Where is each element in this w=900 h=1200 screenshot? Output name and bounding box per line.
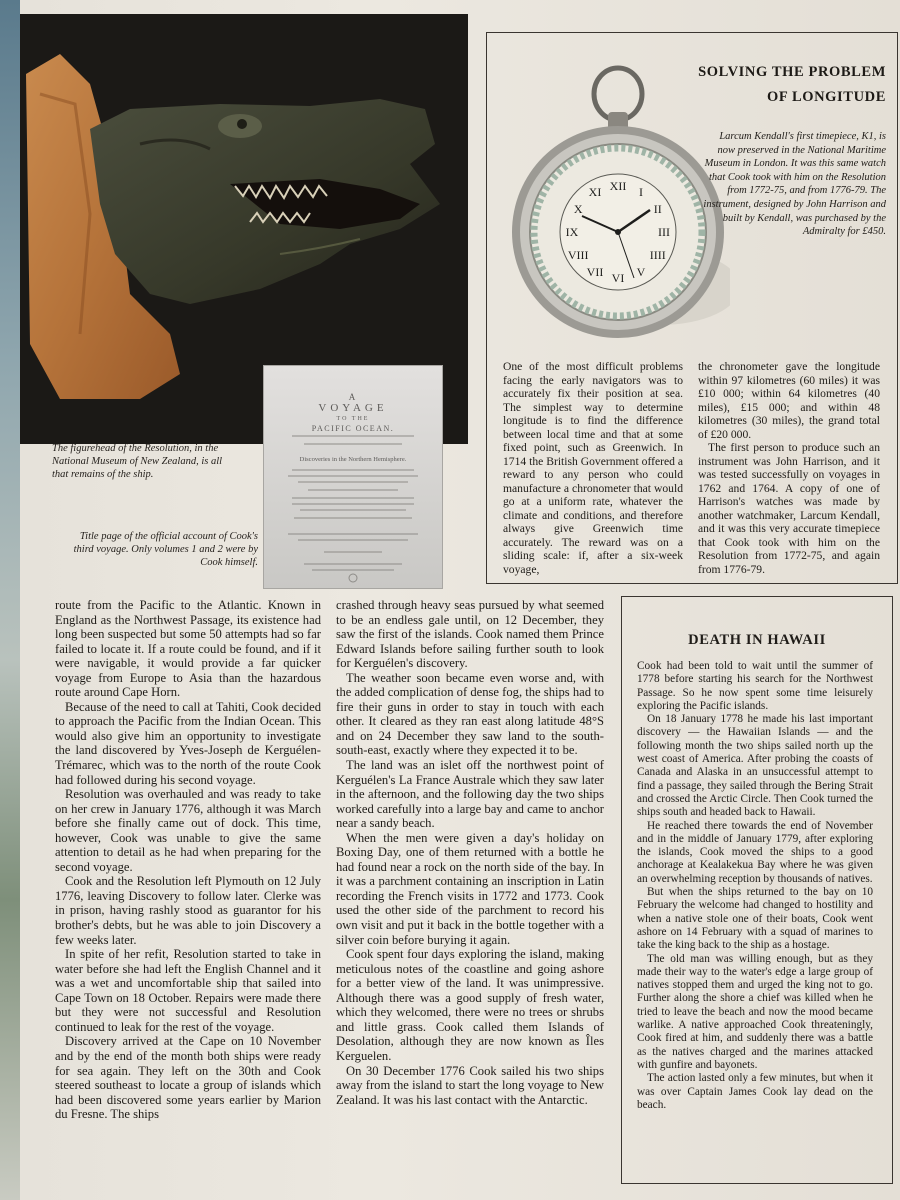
main-column-2 [336,598,604,1107]
death-in-hawaii-title: DEATH IN HAWAII [688,632,826,648]
watch-numeral: VIII [567,248,589,262]
article-paragraph: Because of the need to call at Tahiti, Cook decided to approach the Pacific from the Indian Ocean. This would also give him an opportunity to investigate the land discovered by Yves-Joseph de Kerguélen-Trémarec, which was to the north of the route Cook had followed during his second voyage. [55,699,321,787]
watch-numeral: IX [565,225,579,239]
main-column-1 [55,598,321,1122]
watch-numeral: XII [609,179,627,193]
watch-numeral: II [653,202,662,216]
article-paragraph: Discovery arrived at the Cape on 10 November and by the end of the month both ships were ready for sea again. They left on the 30th and Cook steered southeast to locate a group of islands which had been discovered some years earlier by Marion du Fresne. The ships [55,1034,321,1122]
watch-numeral: X [573,202,583,216]
watch-numeral: V [636,264,646,279]
article-paragraph: Cook and the Resolution left Plymouth on 12 July 1776, leaving Discovery to follow later. Clerke was in prison, having rashly stood as guarantor for his brother's debts, but he was able to join Discovery a few weeks later. [55,874,321,947]
longitude-title-line1: SOLVING THE PROBLEM [698,64,886,80]
longitude-column-2 [698,360,880,576]
article-paragraph: Resolution was overhauled and was ready to take on her crew in January 1776, although it was March before she finally came out of dock. This time, however, Cook was unable to give the same attention to detail as he had when preparing for the second voyage. [55,787,321,874]
title-page-fine-print [264,366,442,588]
death-paragraph: The action lasted only a few minutes, but when it was over Captain James Cook lay dead on the beach. [637,1072,873,1111]
longitude-paragraph: One of the most difficult problems facing the early navigators was to accurately fix their position at sea. The simplest way to determine longitude is to find the difference between local time and that at some fixed point, such as Greenwich. In 1714 the British Government offered a reward to any person who could manufacture a chronometer that would go at a uniform rate, whatever the climate and conditions, and therefore always give Greenwich time accurately. The reward was on a sliding scale: if, after a six-week voyage, [503,360,683,576]
longitude-column-1 [503,360,683,576]
title-page-photo [264,366,442,588]
longitude-paragraph: The first person to produce such an instrument was John Harrison, and it was tested successfully on voyages in 1762 and 1764. A copy of one of Harrison's watches was made by another watchmaker, Larcum Kendall, and it was this very accurate timepiece that Cook took with him on the Resolution from 1772-75, and again from 1776-79. [698,441,880,576]
article-paragraph: In spite of her refit, Resolution started to take in water before she had left the English Channel and it was a wet and uncomfortable ship that sailed into Cape Town on 18 October. Repairs were made there but they were not successful and Resolution continued to leak for the rest of the voyage. [55,947,321,1034]
death-paragraph: But when the ships returned to the bay on 10 February the welcome had changed to hostility and when a native stole one of their boats, Cook went ashore on 14 February with a squad of marines to take the king back to the ship as a hostage. [637,886,873,952]
pocket-watch-image [500,52,730,342]
article-paragraph: When the men were given a day's holiday on Boxing Day, one of them returned with a bottle he had found near a rock on the north side of the bay. In it was a parchment containing an inscription in Latin recording the French visits in 1772 and 1773. Cook used the other side of the parchment to record his own visit and put it back in the bottle together with a silver coin before burying it again. [336,830,604,947]
title-page-pacific: PACIFIC OCEAN. [311,424,395,433]
title-page-to-the: TO THE [336,416,370,422]
article-paragraph: Cook spent four days exploring the island, making meticulous notes of the coastline and going ashore for a better view of the land. It was unimpressive. Although there was a good supply of fresh water, which they welcomed, there were no trees or shrubs and little grass. Cook called them Islands of Desolation, although they are now known as Îles Kerguelen. [336,947,604,1063]
longitude-title-line2: OF LONGITUDE [766,89,886,105]
death-paragraph: He reached there towards the end of November and in the middle of January 1779, after exploring the islands, Cook moved the ships to a good anchorage at Kealakekua Bay where he was given an overwhelming reception by thousands of natives. [637,819,873,885]
watch-numeral: XI [588,185,602,200]
facing-page-edge [0,0,20,1200]
title-page-voyage: VOYAGE [318,402,388,414]
article-paragraph: On 30 December 1776 Cook sailed his two ships away from the island to start the long voyage to New Zealand. It was his last contact with the Antarctic. [336,1063,604,1107]
death-in-hawaii-text [637,660,873,1112]
watch-numeral: IIII [649,248,666,262]
watch-caption: Larcum Kendall's first timepiece, K1, is now preserved in the National Maritime Museum in London. It was this same watch that Cook took with him on the Resolution from 1772-75, and from 1776-79. The instrument, designed by John Harrison and built by Kendall, was purchased by the Admiralty for £450. [703,131,886,238]
article-paragraph: route from the Pacific to the Atlantic. Known in England as the Northwest Passage, its existence had long been suspected but some 50 attempts had so far failed to locate it. If a route could be found, and if it were navigable, it would provide a far quicker voyage from Europe to Asia than the hazardous route around Cape Horn. [55,598,321,700]
watch-numeral: VI [611,271,625,285]
article-paragraph: crashed through heavy seas pursued by what seemed to be an endless gale until, on 12 December, they saw the first of the islands. Cook named them Prince Edward Islands before sailing further south to look for Kerguélen's discovery. [336,598,604,671]
death-paragraph: On 18 January 1778 he made his last important discovery — the Hawaiian Islands — and the following month the two ships sailed north up the west coast of America. After probing the coasts of Canada and Alaska in an unsuccessful attempt to find a passage, they sailed through the Bering Strait and crossed the Arctic Circle. Then Cook turned the ships south and headed back to Hawaii. [637,713,873,819]
death-paragraph: The old man was willing enough, but as they made their way to the water's edge a large group of natives stopped them and urged the king not to go. Further along the shore a chief was killed when he tried to leave the beach and now the mood became warlike. A native approached Cook threateningly, Cook fired at him, and suddenly there was a battle as the natives charged and the marines attacked with gunfire and bayonets. [637,952,873,1071]
longitude-paragraph: the chronometer gave the longitude within 97 kilometres (60 miles) it was £10 000; within 64 kilometres (40 miles), £15 000; and within 48 kilometres (30 miles), the grand total of £20 000. [698,360,880,441]
article-paragraph: The land was an islet off the northwest point of Kerguélen's La France Australe which they saw later in the afternoon, and the following day the two ships worked carefully into a large bay and came to anchor near a sandy beach. [336,758,604,831]
title-page-a: A [348,392,358,402]
watch-numeral: I [639,185,643,200]
article-paragraph: The weather soon became even worse and, with the added complication of dense fog, the ships had to fire their guns in order to stay in touch with each other. It cleared as they ran east along latitude 48°S and on 24 December they saw land to the south-south-east, exactly where they expected it to be. [336,670,604,758]
title-page-discoveries: Discoveries in the Northern Hemisphere. [299,456,407,463]
figurehead-caption: The figurehead of the Resolution, in the National Museum of New Zealand, is all that remains of the ship. [52,443,223,480]
death-paragraph: Cook had been told to wait until the summer of 1778 before starting his search for the Northwest Passage. So he now spent some time leisurely exploring the Pacific islands. [637,660,873,712]
title-page-caption: Title page of the official account of Cook's third voyage. Only volumes 1 and 2 were by Cook himself. [73,531,258,568]
watch-numeral: III [658,225,670,239]
watch-numeral: VII [586,264,604,279]
